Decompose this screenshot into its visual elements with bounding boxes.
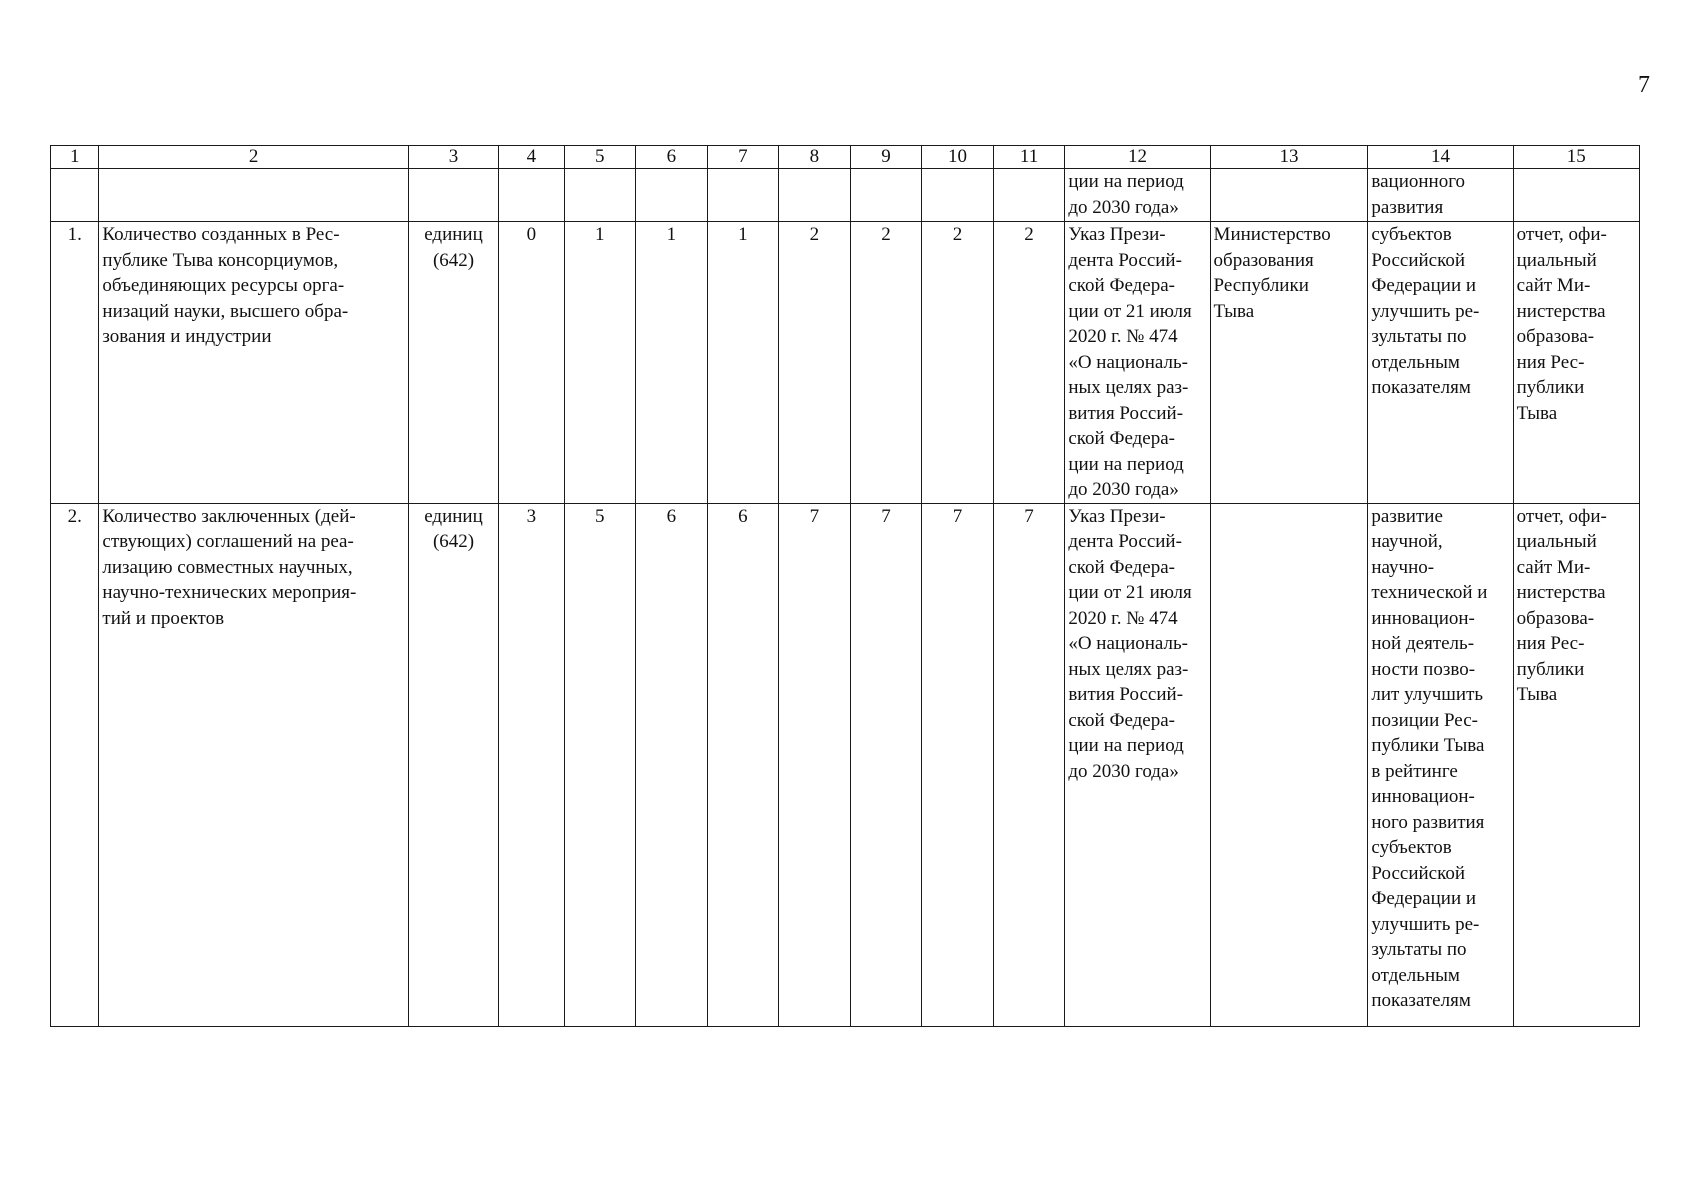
responsible-body: Министерство образования Республики Тыва (1210, 222, 1368, 504)
info-source: отчет, офи- циальный сайт Ми- нистерства образова- ния Рес- публики Тыва (1513, 222, 1639, 504)
unit-of-measure: единиц (642) (408, 503, 498, 1026)
column-number: 14 (1368, 146, 1513, 169)
value-cell: 7 (993, 503, 1065, 1026)
column-number: 7 (707, 146, 779, 169)
value-cell: 1 (707, 222, 779, 504)
column-number: 5 (564, 146, 636, 169)
column-number: 10 (922, 146, 994, 169)
responsible-body (1210, 503, 1368, 1026)
column-number: 12 (1065, 146, 1210, 169)
table-row (51, 503, 1640, 1026)
value-cell: 3 (499, 503, 564, 1026)
value-cell: 0 (499, 222, 564, 504)
value-cell: 7 (779, 503, 851, 1026)
value-cell: 7 (850, 503, 922, 1026)
column-number: 6 (636, 146, 708, 169)
value-cell: 1 (564, 222, 636, 504)
value-cell: 2 (922, 222, 994, 504)
row-number: 2. (51, 503, 99, 1026)
indicator-name: Количество заключенных (дей- ствующих) соглашений на реа- лизацию совместных научных, научно-технических мероприя- тий и проектов (99, 503, 408, 1026)
basis-continuation: ции на период до 2030 года» (1065, 169, 1210, 222)
continuation-row (51, 169, 1640, 222)
row-number: 1. (51, 222, 99, 504)
indicators-table (50, 145, 1640, 1027)
value-cell: 1 (636, 222, 708, 504)
goal-relation: развитие научной, научно- технической и инновацион- ной деятель- ности позво- лит улучшить позиции Рес- публики Тыва в рейтинге инновацион- ного развития субъектов Российской Федерации и улучшить ре- зультаты по отдельным показателям (1368, 503, 1513, 1026)
column-number: 3 (408, 146, 498, 169)
value-cell: 6 (636, 503, 708, 1026)
indicator-name: Количество созданных в Рес- публике Тыва консорциумов, объединяющих ресурсы орга- низаций науки, высшего обра- зования и индустрии (99, 222, 408, 504)
column-number: 13 (1210, 146, 1368, 169)
column-number: 9 (850, 146, 922, 169)
relation-continuation: вационного развития (1368, 169, 1513, 222)
value-cell: 7 (922, 503, 994, 1026)
legal-basis: Указ Прези- дента Россий- ской Федера- ции от 21 июля 2020 г. № 474 «О националь- ных целях раз- вития Россий- ской Федера- ции на период до 2030 года» (1065, 222, 1210, 504)
unit-of-measure: единиц (642) (408, 222, 498, 504)
column-number-row (51, 146, 1640, 169)
value-cell: 6 (707, 503, 779, 1026)
page-number: 7 (1638, 72, 1650, 98)
value-cell: 5 (564, 503, 636, 1026)
value-cell: 2 (779, 222, 851, 504)
column-number: 15 (1513, 146, 1639, 169)
value-cell: 2 (993, 222, 1065, 504)
goal-relation: субъектов Российской Федерации и улучшить ре- зультаты по отдельным показателям (1368, 222, 1513, 504)
value-cell: 2 (850, 222, 922, 504)
column-number: 11 (993, 146, 1065, 169)
column-number: 4 (499, 146, 564, 169)
column-number: 1 (51, 146, 99, 169)
legal-basis: Указ Прези- дента Россий- ской Федера- ции от 21 июля 2020 г. № 474 «О националь- ных целях раз- вития Россий- ской Федера- ции на период до 2030 года» (1065, 503, 1210, 1026)
info-source: отчет, офи- циальный сайт Ми- нистерства образова- ния Рес- публики Тыва (1513, 503, 1639, 1026)
table-row (51, 222, 1640, 504)
column-number: 8 (779, 146, 851, 169)
column-number: 2 (99, 146, 408, 169)
